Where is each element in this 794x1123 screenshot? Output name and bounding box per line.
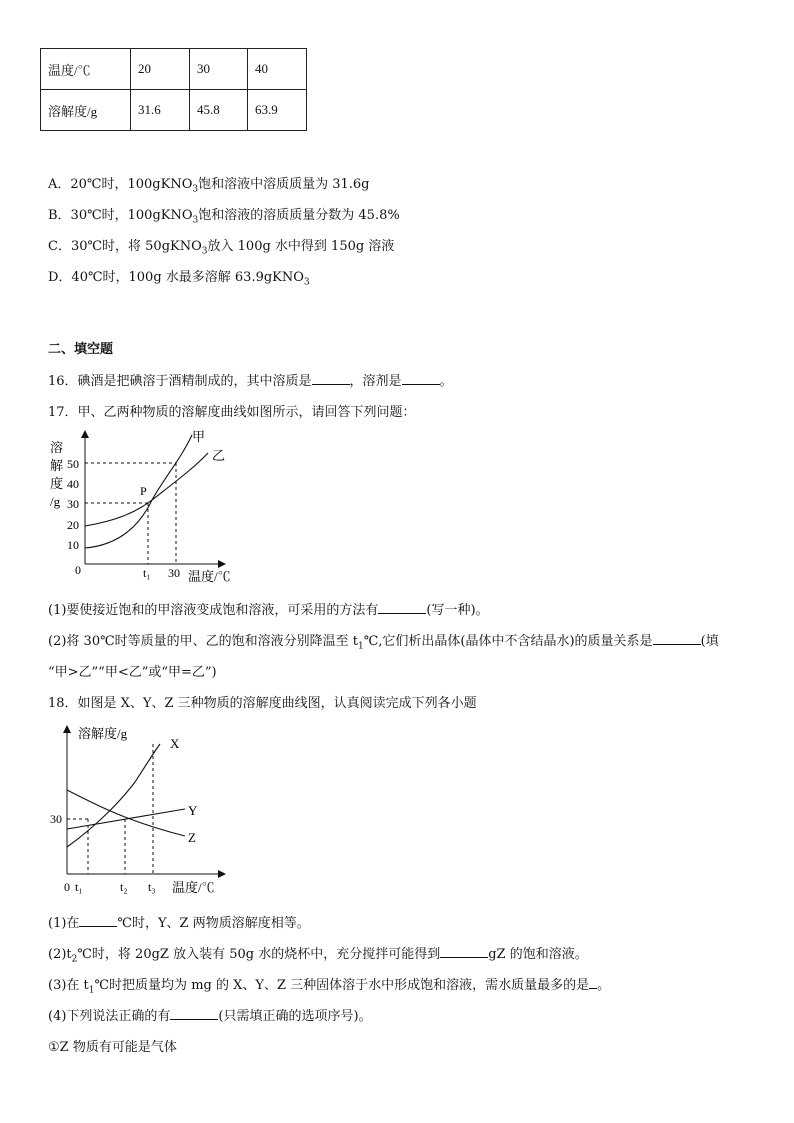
table-cell: 40 bbox=[248, 49, 307, 90]
table-cell: 温度/℃ bbox=[41, 49, 131, 90]
x-tick-label: t₃ bbox=[148, 880, 156, 894]
q18-part1: (1)在 ℃时，Y、Z 两物质溶解度相等。 bbox=[48, 916, 310, 931]
solubility-table bbox=[40, 48, 307, 131]
section-title: 二、填空题 bbox=[48, 342, 114, 357]
y-label: 解 bbox=[50, 458, 64, 473]
series-label: X bbox=[170, 736, 180, 751]
curve-y bbox=[67, 809, 185, 829]
y-tick-label: 20 bbox=[67, 518, 79, 532]
x-tick-label: t₁ bbox=[75, 880, 83, 894]
y-label: /g bbox=[50, 494, 61, 509]
curve-z bbox=[67, 790, 185, 836]
q17-part2-line2: “甲>乙”“甲<乙”或“甲=乙”) bbox=[48, 665, 217, 680]
table-cell: 溶解度/g bbox=[41, 90, 131, 131]
series-label: 甲 bbox=[192, 429, 206, 444]
question-18: 18．如图是 X、Y、Z 三种物质的溶解度曲线图，认真阅读完成下列各小题 bbox=[48, 696, 477, 711]
y-tick-label: 30 bbox=[67, 497, 79, 511]
table-cell: 63.9 bbox=[248, 90, 307, 131]
table-cell: 31.6 bbox=[131, 90, 190, 131]
y-label: 度 bbox=[50, 476, 64, 491]
table-cell: 45.8 bbox=[190, 90, 248, 131]
y-tick-label: 50 bbox=[67, 457, 79, 471]
q18-item1: ①Z 物质有可能是气体 bbox=[48, 1040, 177, 1055]
answer-blank[interactable] bbox=[312, 372, 350, 385]
q17-part1: (1)要使接近饱和的甲溶液变成饱和溶液，可采用的方法有 (写一种)。 bbox=[48, 603, 489, 618]
q18-part4: (4)下列说法正确的有 (只需填正确的选项序号)。 bbox=[48, 1009, 372, 1024]
table-cell: 30 bbox=[190, 49, 248, 90]
option-a: A．20℃时，100gKNO$_3$饱和溶液中溶质质量为 31.6g bbox=[48, 177, 370, 195]
x-label: 温度/℃ bbox=[188, 569, 231, 584]
option-b: B．30℃时，100gKNO$_3$饱和溶液的溶质质量分数为 45.8% bbox=[48, 208, 400, 226]
x-tick-label: 30 bbox=[168, 566, 180, 580]
x-label: 温度/℃ bbox=[172, 880, 215, 895]
answer-blank[interactable] bbox=[170, 1007, 218, 1020]
q18-part2: $(2)t_2℃$时，将 20gZ 放入装有 50g 水的烧杯中，充分搅拌可能得到 gZ 的饱和溶液。 bbox=[48, 947, 588, 965]
answer-blank[interactable] bbox=[79, 914, 117, 927]
y-tick-label: 10 bbox=[67, 538, 79, 552]
option-c: C．30℃时，将 50gKNO$_3$放入 100g 水中得到 150g 溶液 bbox=[48, 239, 395, 257]
chart-18 bbox=[40, 722, 240, 900]
table-cell: 20 bbox=[131, 49, 190, 90]
y-label: 溶解度/g bbox=[78, 726, 128, 741]
curve-x bbox=[67, 744, 160, 847]
point-label: P bbox=[140, 484, 147, 498]
option-d: D．40℃时，100g 水最多溶解 63.9gKNO$_3$ bbox=[48, 270, 310, 288]
table-row bbox=[41, 49, 307, 90]
y-label: 溶 bbox=[50, 440, 64, 455]
y-tick-label: 40 bbox=[67, 477, 79, 491]
chart-17 bbox=[40, 425, 250, 587]
x-tick-label: 0 bbox=[75, 563, 81, 577]
series-label: Z bbox=[188, 830, 196, 845]
answer-blank[interactable] bbox=[589, 976, 597, 989]
x-tick-label: t₂ bbox=[120, 880, 128, 894]
answer-blank[interactable] bbox=[440, 945, 488, 958]
x-tick-label: 0 bbox=[64, 880, 70, 894]
series-label: Y bbox=[188, 803, 198, 818]
series-label: 乙 bbox=[212, 448, 226, 463]
question-17: 17．甲、乙两种物质的溶解度曲线如图所示，请回答下列问题： bbox=[48, 405, 416, 420]
table-row bbox=[41, 90, 307, 131]
y-tick-label: 30 bbox=[50, 812, 62, 826]
answer-blank[interactable] bbox=[653, 632, 701, 645]
q17-part2: (2)将 30℃时等质量的甲、乙的饱和溶液分别降温至 $t_1℃$,它们析出晶体(晶体中不含结晶水)的质量关系是 (填 bbox=[48, 634, 719, 652]
answer-blank[interactable] bbox=[378, 601, 426, 614]
q18-part3: (3)在 $t_1℃$时把质量均为 mg 的 X、Y、Z 三种固体溶于水中形成饱和溶液，需水质量最多的是 。 bbox=[48, 978, 611, 996]
question-16: 16．碘酒是把碘溶于酒精制成的，其中溶质是 ，溶剂是 。 bbox=[48, 374, 453, 389]
answer-blank[interactable] bbox=[402, 372, 440, 385]
x-tick-label: t₁ bbox=[143, 566, 151, 580]
